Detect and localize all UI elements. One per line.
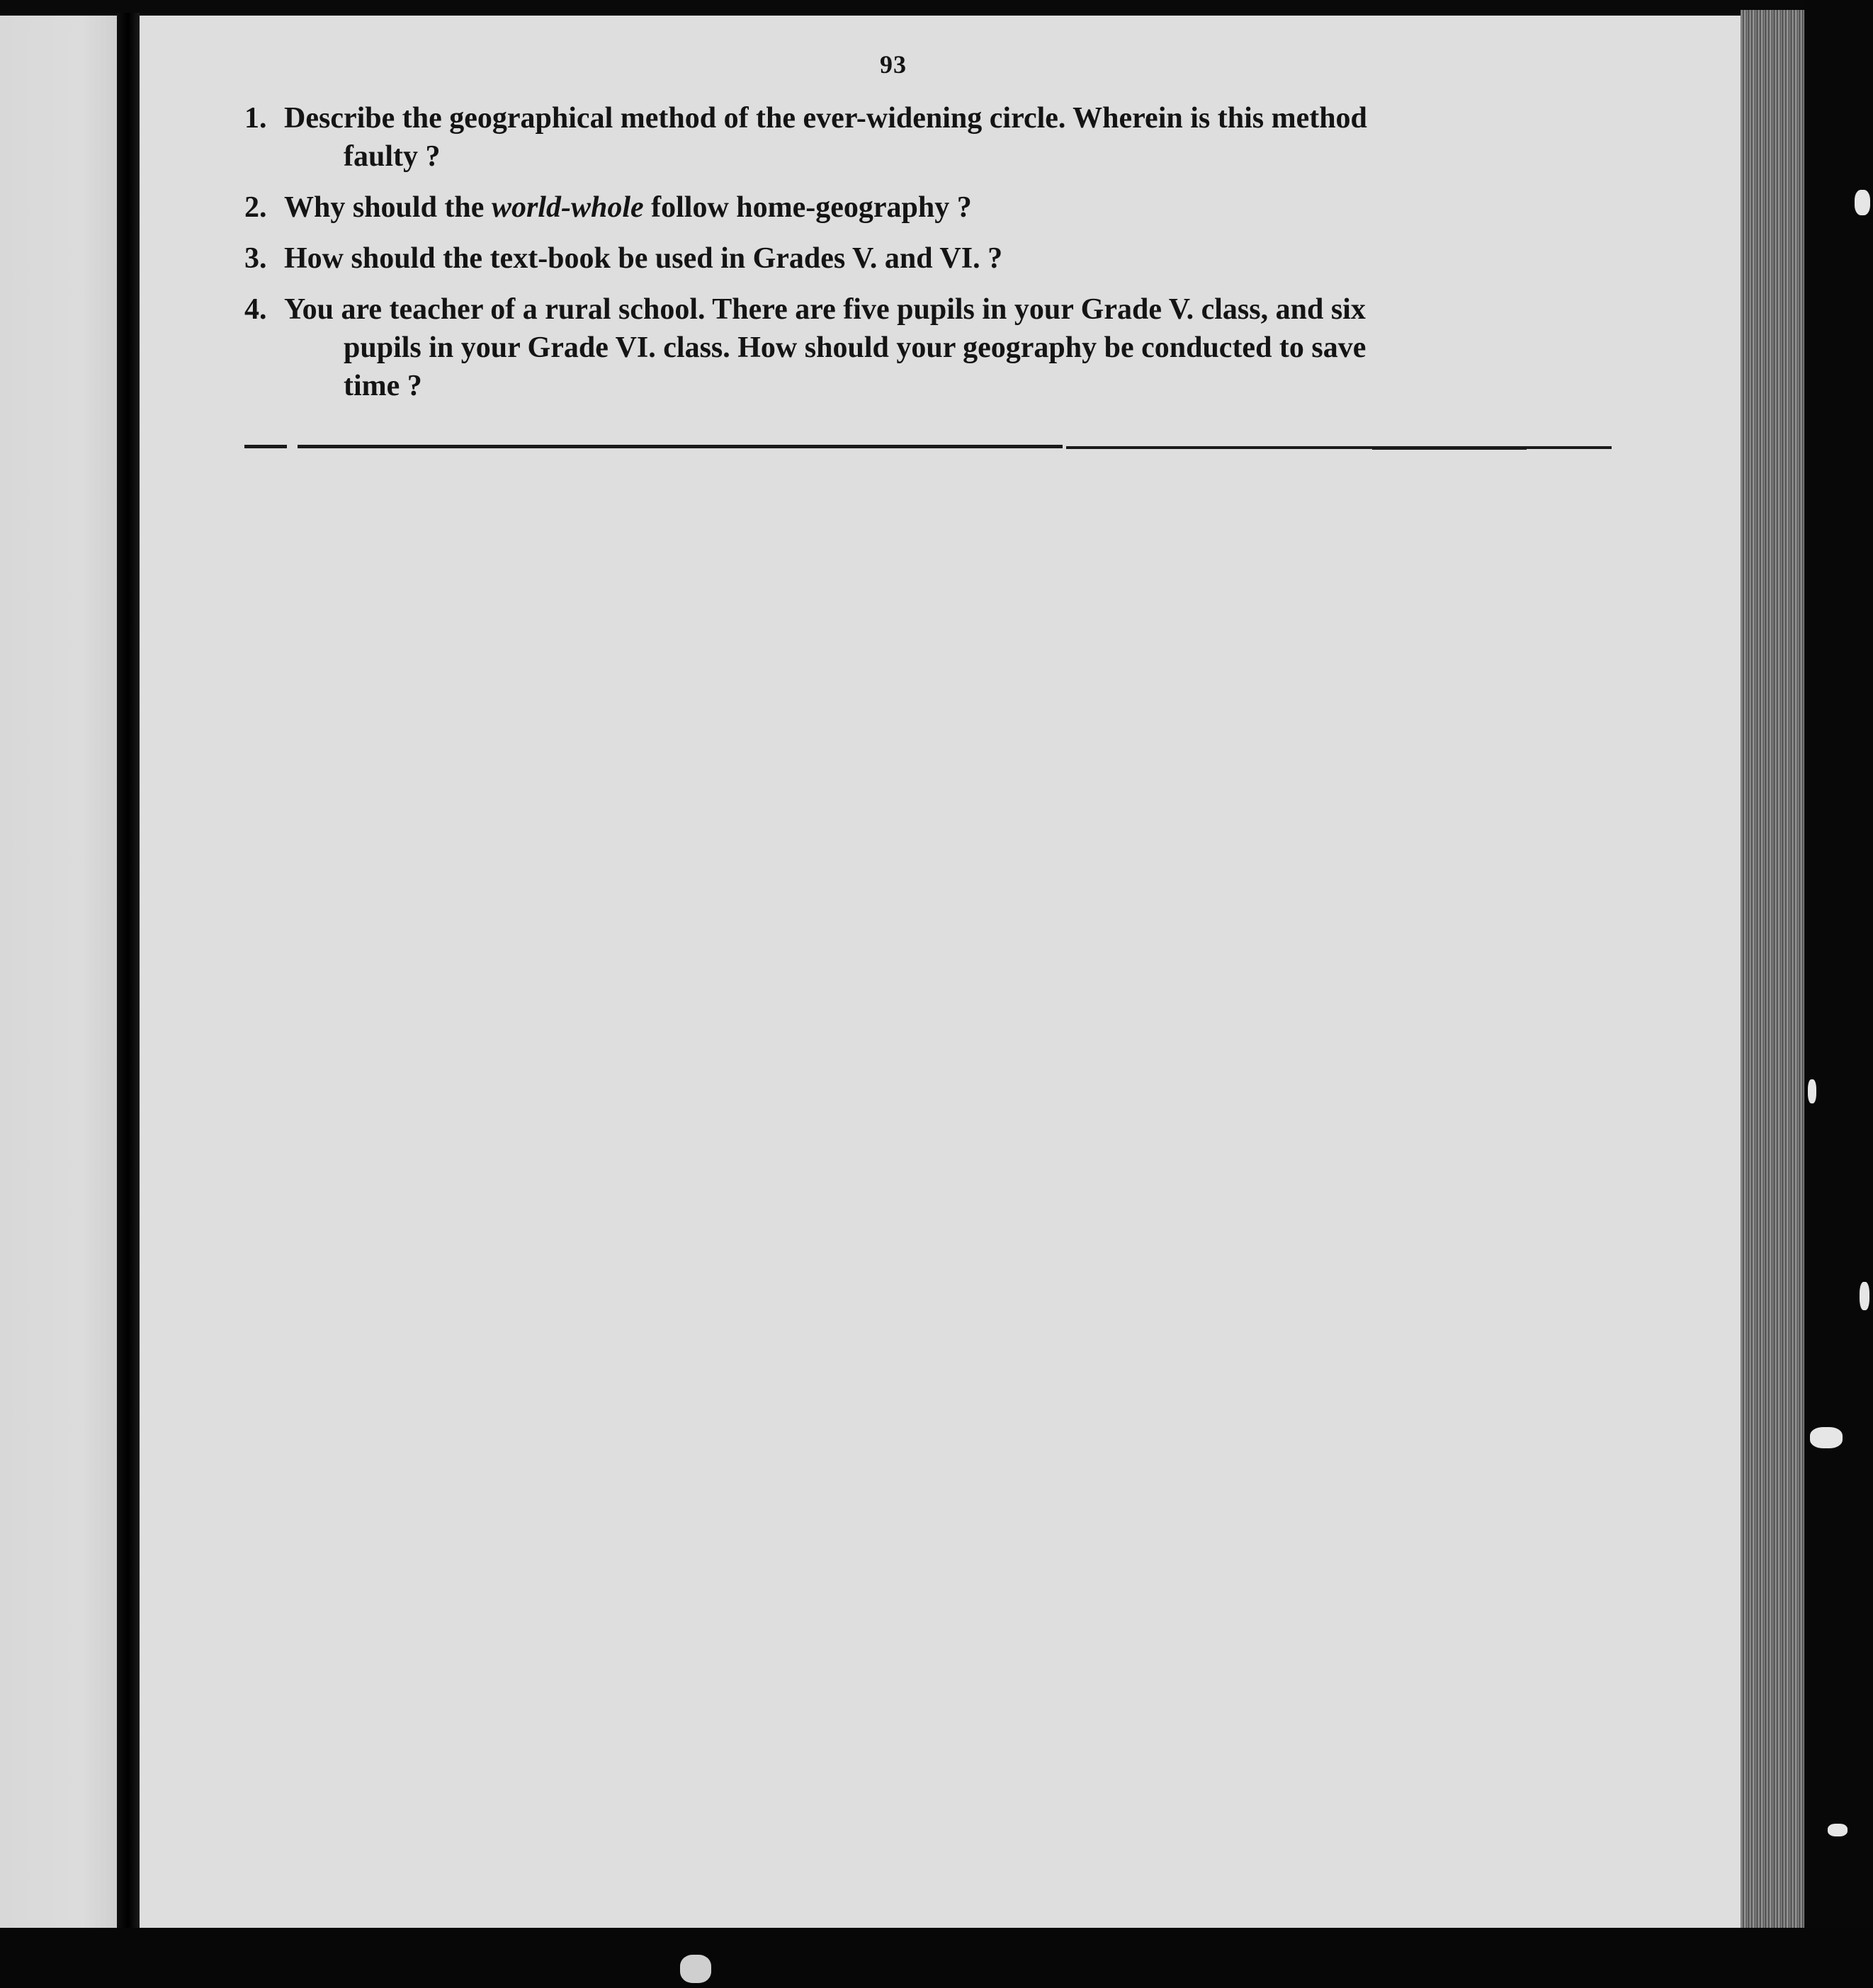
paper-flake — [1828, 1824, 1847, 1836]
page-number: 93 — [880, 50, 907, 79]
question-line: Describe the geographical method of the ever-widening circle. Wherein is this method — [284, 102, 1367, 135]
question-line: faulty ? — [344, 140, 441, 173]
question-text — [284, 188, 1542, 227]
book-gutter — [117, 13, 140, 1933]
question-text — [284, 99, 1542, 176]
paper-flake — [1860, 1282, 1869, 1310]
question-line: How should the text-book be used in Grades V. and VI. ? — [284, 242, 1003, 275]
question-number: 2. — [244, 191, 267, 224]
scan-bottom-border — [0, 1928, 1873, 1988]
question-text-end: follow home-geography ? — [643, 191, 972, 224]
page-stack-edges — [1741, 10, 1804, 1933]
question-text — [284, 239, 1542, 278]
question-line: You are teacher of a rural school. There are five pupils in your Grade V. class, and six — [284, 293, 1366, 326]
question-text — [284, 290, 1542, 405]
scan-right-border — [1804, 0, 1873, 1988]
page-content — [244, 50, 1542, 418]
italic-term: world-whole — [491, 191, 644, 224]
paper-flake — [1808, 1079, 1816, 1103]
paper-flake — [1855, 190, 1870, 215]
question-list — [244, 99, 1542, 405]
rule-segment — [1372, 447, 1527, 450]
question-line: pupils in your Grade VI. class. How should your geography be conducted to save — [344, 331, 1366, 364]
question-line: time ? — [344, 370, 422, 402]
facing-page-edge — [0, 16, 117, 1928]
question-number: 3. — [244, 242, 267, 275]
rule-segment — [1066, 446, 1612, 449]
question-text-start: Why should the — [284, 191, 492, 224]
section-divider-rule — [244, 445, 1527, 448]
question-number: 4. — [244, 293, 267, 326]
question-item — [244, 290, 1542, 405]
paper-flake — [1810, 1427, 1843, 1448]
question-item — [244, 239, 1542, 278]
rule-segment — [298, 445, 1063, 448]
question-item — [244, 188, 1542, 227]
rule-segment — [244, 445, 287, 448]
paper-flake — [680, 1955, 711, 1983]
question-item — [244, 99, 1542, 176]
scan-top-border — [0, 0, 1873, 16]
question-number: 1. — [244, 102, 267, 135]
